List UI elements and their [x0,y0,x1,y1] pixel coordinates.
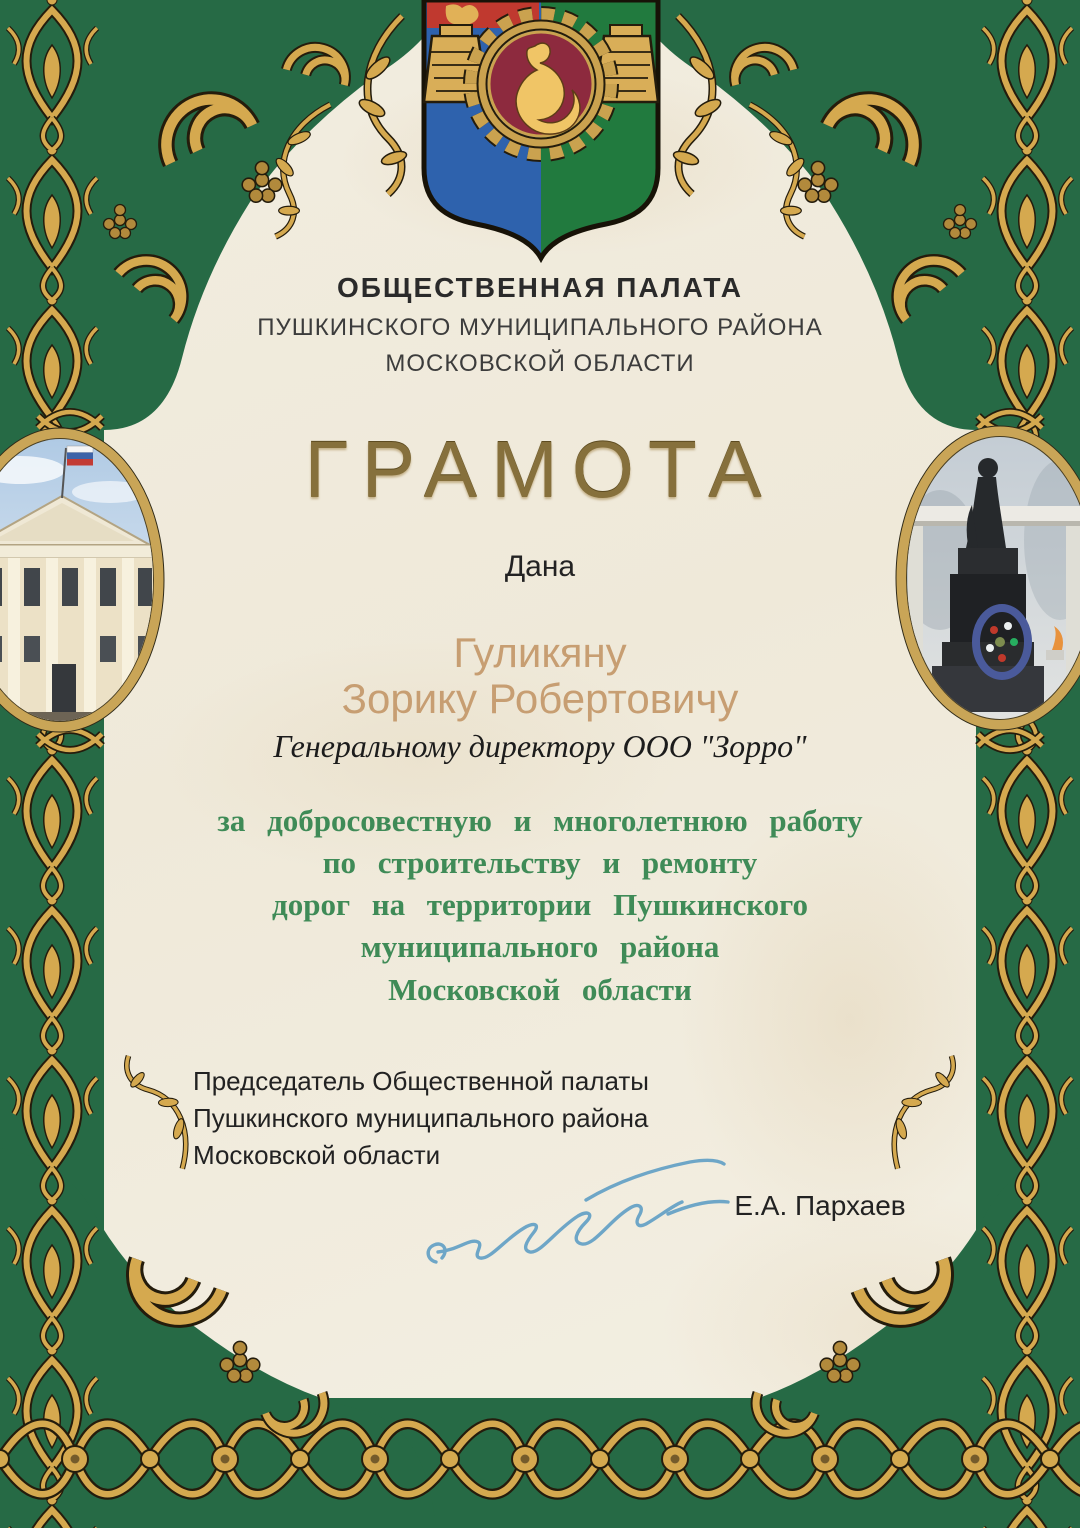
signer-name: Е.А. Пархаев [734,1190,906,1221]
issuer-name: ОБЩЕСТВЕННАЯ ПАЛАТА [337,272,743,303]
citation-line: Московской области [388,971,692,1007]
recipient-given-patronymic: Зорику Робертовичу [341,675,739,723]
signer-title-line: Пушкинского муниципального района [193,1102,649,1133]
recipient-position: Генеральному директору ООО "Зорро" [273,728,807,764]
certificate-title: ГРАМОТА [304,425,776,514]
signer-title-line: Московской области [193,1139,441,1170]
recipient-surname: Гуликяну [453,629,627,676]
signer-title [193,1063,753,1174]
citation-line: дорог на территории Пушкинского [272,887,808,923]
coat-of-arms-emblem [424,0,658,258]
recipient-name [0,630,1080,722]
issuer-region: МОСКОВСКОЙ ОБЛАСТИ [385,350,695,377]
salutation: Дана [504,550,576,583]
citation-line: муниципального района [360,929,720,965]
citation-line: по строительству и ремонту [322,845,758,881]
citation-line: за добросовестную и многолетнюю работу [217,803,863,838]
citation-text [0,800,1080,1011]
signer-title-line: Председатель Общественной палаты [193,1066,649,1096]
issuer-district: ПУШКИНСКОГО МУНИЦИПАЛЬНОГО РАЙОНА [257,314,823,341]
